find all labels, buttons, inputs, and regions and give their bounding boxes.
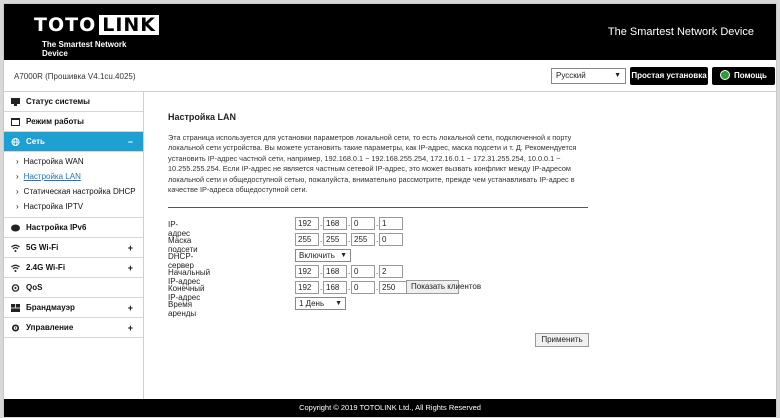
sidebar-item-management[interactable] xyxy=(4,318,143,338)
mask-octet-3[interactable]: 255 xyxy=(351,233,375,246)
submenu-label: Настройка LAN xyxy=(23,172,81,181)
logo-subtitle: The Smartest Network Device xyxy=(42,40,127,58)
end-octet-4[interactable]: 250 xyxy=(379,281,407,294)
expand-icon: + xyxy=(127,323,133,333)
lease-time-value: 1 День xyxy=(299,299,325,308)
mask-octet-4[interactable]: 0 xyxy=(379,233,403,246)
start-octet-2[interactable]: 168 xyxy=(323,265,347,278)
expand-icon: + xyxy=(127,263,133,273)
network-submenu xyxy=(4,152,143,218)
globe-icon xyxy=(11,138,20,146)
wifi-icon xyxy=(11,264,20,272)
toolbar xyxy=(4,60,776,92)
lease-time-select[interactable] xyxy=(295,297,346,310)
sidebar xyxy=(4,92,144,399)
submenu-lan[interactable]: › Настройка LAN xyxy=(16,172,81,181)
submenu-static-dhcp[interactable]: › Статическая настройка DHCP xyxy=(16,187,136,196)
sidebar-item-5g-wifi[interactable] xyxy=(4,238,143,258)
wifi-icon xyxy=(11,244,20,252)
mask-octet-2[interactable]: 255 xyxy=(323,233,347,246)
end-octet-1[interactable]: 192 xyxy=(295,281,319,294)
page-description: Эта страница используется для установки параметров локальной сети, то есть локальной сети, подключенной к порту локальной сети устройства. Вы можете установить такие параметры, как IP-адрес, маска подсети и т. Д. Рекомендуется установить IP-адрес частной сети, например, 192.168.0.1 ~ 192.168.255.254, 172.16.0.1 ~ 172.31.255.254, 10.0.0.1 ~ 10.255.255.254. Если IP-адрес не является частным сетевой IP-адрес, это может вызвать конфликт между IP-адресом локальной сети и общедоступной сетью, пожалуйста, внимательно рассмотрите, прежде чем устанавливать IP-адрес в качестве IP-адреса общедоступной сети. xyxy=(168,133,577,195)
sidebar-item-label: 2.4G Wi-Fi xyxy=(26,263,66,272)
logo-right: LINK xyxy=(99,15,159,35)
start-octet-4[interactable]: 2 xyxy=(379,265,403,278)
chevron-down-icon: ▼ xyxy=(335,300,342,307)
lease-time-label: Время аренды xyxy=(168,300,197,318)
monitor-icon xyxy=(11,98,20,106)
lan-settings-content xyxy=(168,112,598,208)
ip-octet-2[interactable]: 168 xyxy=(323,217,347,230)
end-octet-2[interactable]: 168 xyxy=(323,281,347,294)
firewall-icon xyxy=(11,304,20,312)
ip-octet-4[interactable]: 1 xyxy=(379,217,403,230)
mask-octet-1[interactable]: 255 xyxy=(295,233,319,246)
end-octet-3[interactable]: 0 xyxy=(351,281,375,294)
dhcp-server-select[interactable] xyxy=(295,249,351,262)
dhcp-server-label: DHCP-сервер xyxy=(168,252,194,270)
sidebar-item-status[interactable] xyxy=(4,92,143,112)
sidebar-item-mode[interactable] xyxy=(4,112,143,132)
gear-icon xyxy=(11,324,20,332)
start-ip-label: Начальный IP-адрес xyxy=(168,268,211,286)
submenu-iptv[interactable]: › Настройка IPTV xyxy=(16,202,84,211)
tagline: The Smartest Network Device xyxy=(607,26,754,38)
copyright: Copyright © 2019 TOTOLINK Ltd., All Rights Reserved xyxy=(299,403,481,412)
totolink-logo xyxy=(34,14,157,58)
quick-setup-button[interactable]: Простая установка xyxy=(630,67,708,85)
ip-address-label: IP-адрес xyxy=(168,220,191,238)
sidebar-item-label: Настройка IPv6 xyxy=(26,223,87,232)
help-button[interactable] xyxy=(712,67,775,85)
sidebar-item-label: Сеть xyxy=(26,137,45,146)
page-title: Настройка LAN xyxy=(168,112,236,122)
ipv6-icon xyxy=(11,224,20,232)
expand-icon: + xyxy=(127,303,133,313)
sidebar-item-firewall[interactable] xyxy=(4,298,143,318)
submenu-wan[interactable]: › Настройка WAN xyxy=(16,157,84,166)
header xyxy=(4,4,776,60)
show-clients-button[interactable]: Показать клиентов xyxy=(406,280,459,294)
chevron-down-icon: ▼ xyxy=(340,252,347,259)
help-label: Помощь xyxy=(734,71,767,80)
chevron-down-icon: ▼ xyxy=(614,72,621,79)
sidebar-item-ipv6[interactable] xyxy=(4,218,143,238)
language-value: Русский xyxy=(556,71,586,80)
logo-left: TOTO xyxy=(34,14,97,36)
start-octet-1[interactable]: 192 xyxy=(295,265,319,278)
subnet-mask-label: Маска подсети xyxy=(168,236,198,254)
end-ip-label: Конечный IP-адрес xyxy=(168,284,205,302)
start-octet-3[interactable]: 0 xyxy=(351,265,375,278)
sidebar-item-24g-wifi[interactable] xyxy=(4,258,143,278)
sidebar-item-label: Статус системы xyxy=(26,97,91,106)
sidebar-item-label: 5G Wi-Fi xyxy=(26,243,59,252)
sidebar-item-label: Брандмауэр xyxy=(26,303,75,312)
submenu-label: Настройка IPTV xyxy=(23,202,84,211)
sidebar-item-label: QoS xyxy=(26,283,43,292)
collapse-icon: − xyxy=(127,137,133,147)
router-admin-page: TOTO LINK The Smartest Network Device The Smartest Network Device A7000R (Прошивка V4.1cu.4025) Русский ▼ Простая установка Помощь Статус системы Режим работы Сеть − › Настройка WAN › Настройка LAN › Статическая настройка DHCP › Настройка IPTV Настройка IPv6 5G Wi-Fi + 2.4G Wi-Fi + QoS Брандмауэр + Управление + Настройка LAN Эта страница используется для установки параметров локальной сети, то есть локальной сети, подключенной к порту локальной сети устройства. Вы можете установить такие параметры, как IP-адрес, маска подсети и т. Д. Рекомендуется установить IP-адрес частной сети, например, 192.168.0.1 ~ 192.168.255.254, 172.16.0.1 ~ 172.31.255.254, 10.0.0.1 ~ 10.255.255.254. Если IP-адрес не является частным сетевой IP-адрес, это может вызвать конфликт между IP-адресом локальной сети и общедоступной сетью, пожалуйста, внимательно рассмотрите, прежде чем устанавливать IP-адрес в качестве IP-адреса общедоступной сети. IP-адрес 192 . 168 . 0 . 1 Маска подсети 255 . 255 . 255 . 0 DHCP-сервер Включить ▼ Начальный IP-адрес 192 . 168 . 0 . 2 Конечный IP-адрес 192 . 168 . 0 . 250 Показать клиентов Время аренды 1 День ▼ Применить Copyright © 2019 TOTOLINK Ltd., All Rights Reserved xyxy=(3,3,777,416)
divider xyxy=(168,207,588,208)
sidebar-item-qos[interactable] xyxy=(4,278,143,298)
help-icon xyxy=(720,70,730,80)
ip-octet-1[interactable]: 192 xyxy=(295,217,319,230)
apply-button[interactable]: Применить xyxy=(535,333,589,347)
qos-icon xyxy=(11,284,20,292)
device-model: A7000R (Прошивка V4.1cu.4025) xyxy=(14,72,136,81)
submenu-label: Настройка WAN xyxy=(23,157,84,166)
sidebar-item-label: Управление xyxy=(26,323,74,332)
sidebar-item-network[interactable] xyxy=(4,132,143,152)
language-select[interactable] xyxy=(551,68,626,84)
footer xyxy=(4,399,776,417)
expand-icon: + xyxy=(127,243,133,253)
dhcp-server-value: Включить xyxy=(299,251,335,260)
window-icon xyxy=(11,118,20,126)
submenu-label: Статическая настройка DHCP xyxy=(23,187,136,196)
ip-octet-3[interactable]: 0 xyxy=(351,217,375,230)
sidebar-item-label: Режим работы xyxy=(26,117,84,126)
